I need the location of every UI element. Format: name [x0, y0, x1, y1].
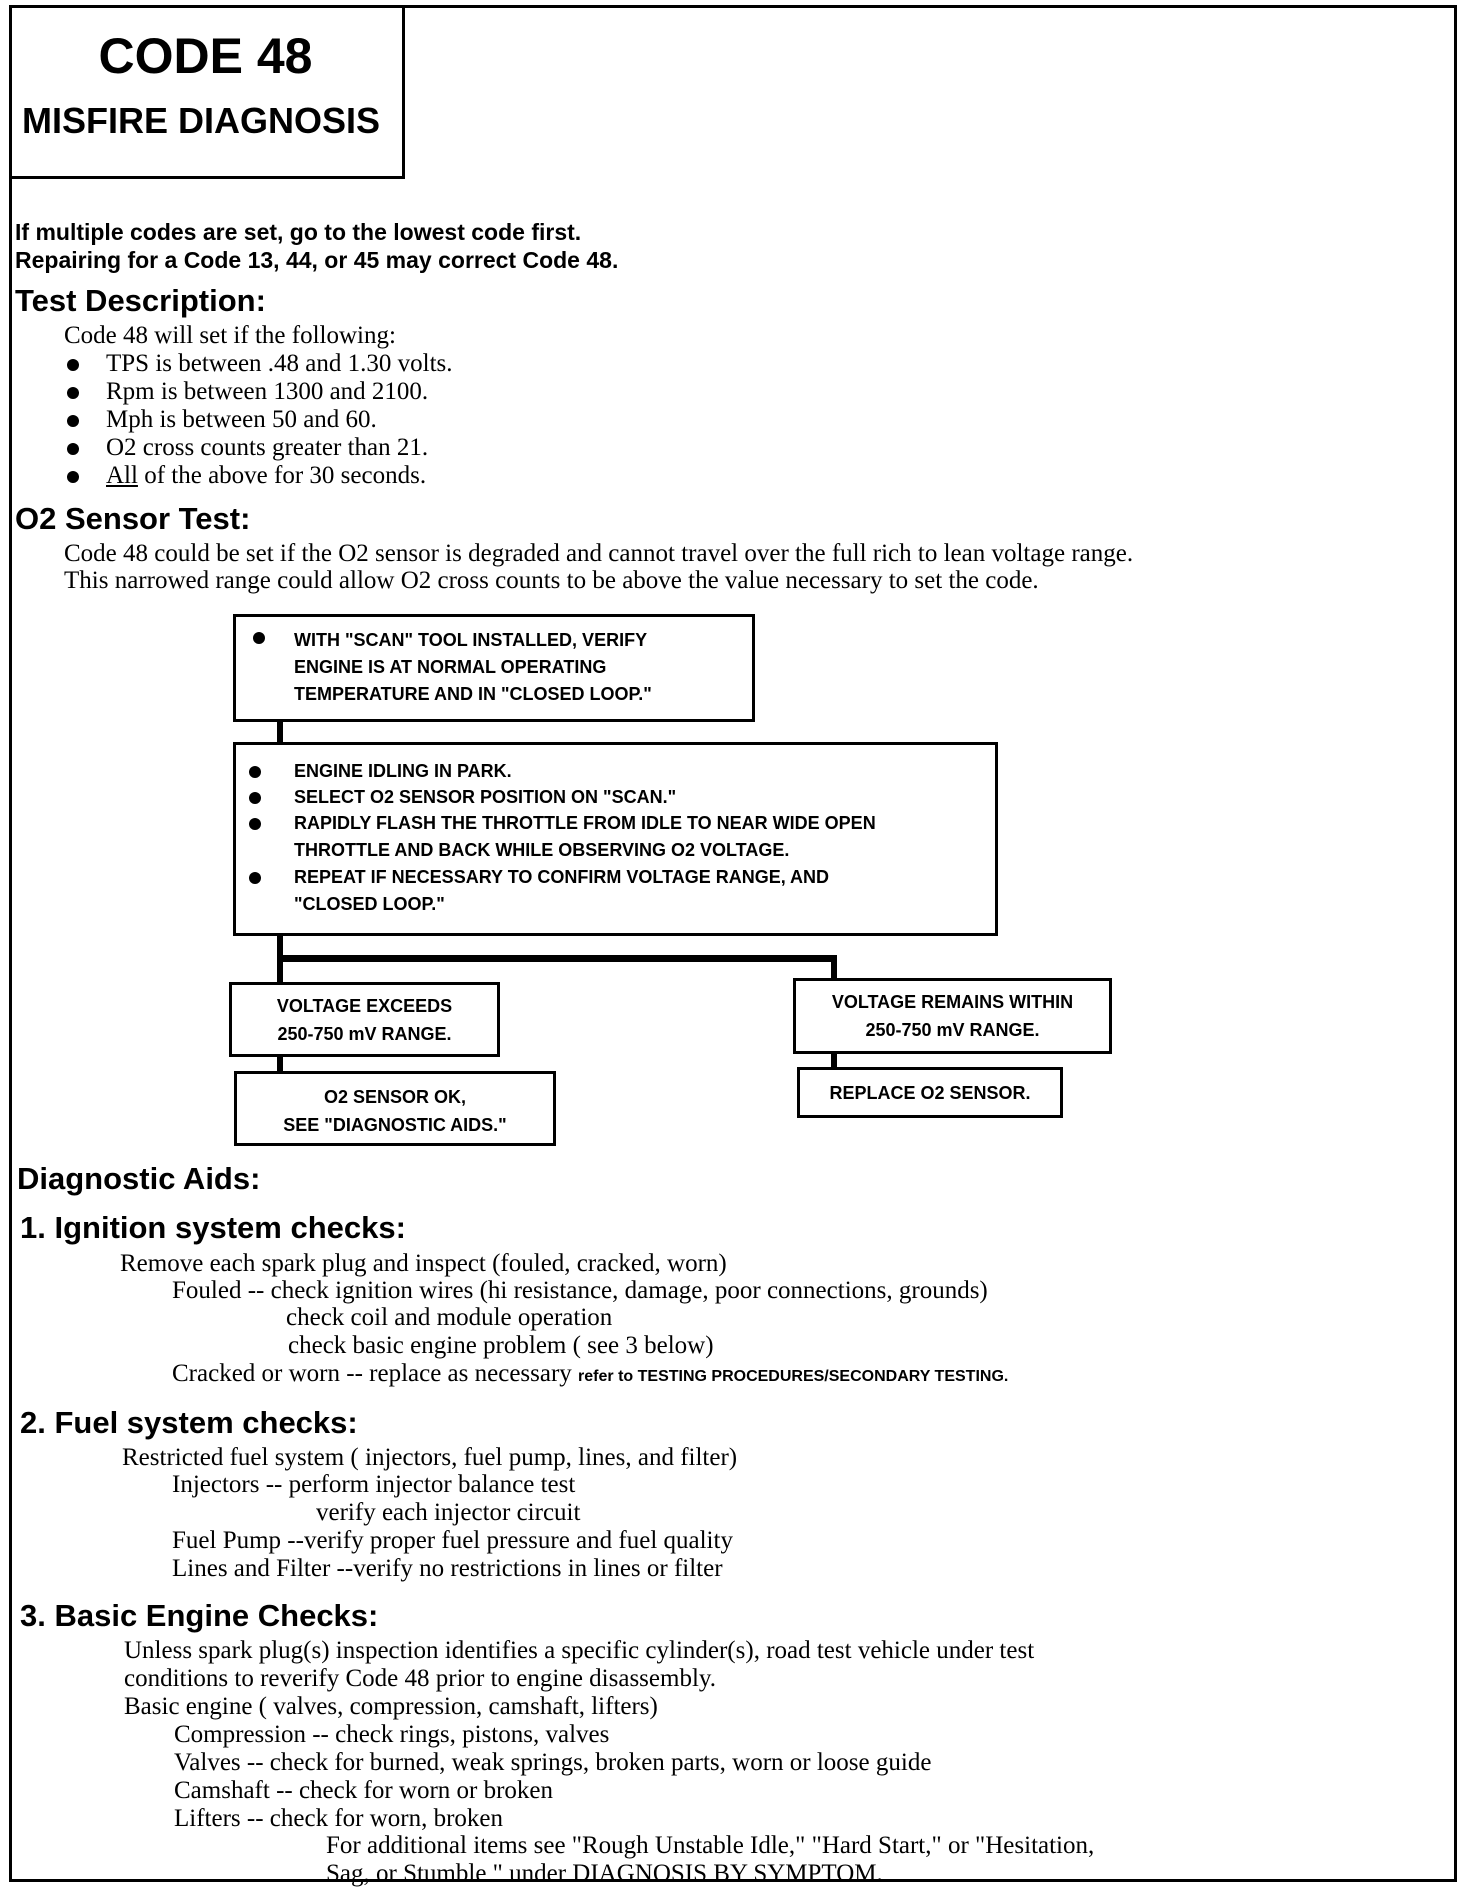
list-item: Rpm is between 1300 and 2100. — [67, 378, 428, 406]
engine-heading: 3. Basic Engine Checks: — [20, 1598, 379, 1633]
list-item: All of the above for 30 seconds. — [67, 462, 426, 490]
intro-line-2: Repairing for a Code 13, 44, or 45 may correct Code 48. — [15, 247, 619, 273]
title-box — [9, 5, 405, 179]
bullet-icon — [67, 415, 79, 427]
engine-line: Lifters -- check for worn, broken — [174, 1805, 504, 1832]
ignition-heading: 1. Ignition system checks: — [20, 1210, 406, 1245]
list-item: O2 cross counts greater than 21. — [67, 434, 428, 462]
fuel-line: Injectors -- perform injector balance test — [172, 1471, 576, 1498]
engine-line: Unless spark plug(s) inspection identifies a specific cylinder(s), road test vehicle under test — [124, 1637, 1035, 1664]
ignition-line: check basic engine problem ( see 3 below) — [288, 1332, 714, 1359]
engine-line: Valves -- check for burned, weak springs, broken parts, worn or loose guide — [174, 1749, 932, 1776]
flow-box-voltage-exceeds: VOLTAGE EXCEEDS 250-750 mV RANGE. — [229, 982, 500, 1057]
fuel-line: Lines and Filter --verify no restrictions in lines or filter — [172, 1555, 723, 1582]
ignition-line: Cracked or worn -- replace as necessary refer to TESTING PROCEDURES/SECONDARY TESTING. — [172, 1360, 1009, 1387]
bullet-icon — [253, 632, 265, 644]
flow-box-throttle-test: ENGINE IDLING IN PARK. SELECT O2 SENSOR POSITION ON "SCAN." RAPIDLY FLASH THE THROTTLE FROM IDLE TO NEAR WIDE OPEN THROTTLE AND BACK WHILE OBSERVING O2 VOLTAGE. REPEAT IF NECESSARY TO CONFIRM VOLTAGE RANGE, AND "CLOSED LOOP." — [233, 742, 998, 936]
flow-box-verify-engine: WITH "SCAN" TOOL INSTALLED, VERIFY ENGINE IS AT NORMAL OPERATING TEMPERATURE AND IN "CLOSED LOOP." — [233, 614, 755, 722]
engine-line: Compression -- check rings, pistons, valves — [174, 1721, 610, 1748]
bullet-icon — [249, 872, 261, 884]
ignition-line: Fouled -- check ignition wires (hi resistance, damage, poor connections, grounds) — [172, 1277, 988, 1304]
bullet-icon — [249, 766, 261, 778]
engine-line: Basic engine ( valves, compression, camshaft, lifters) — [124, 1693, 658, 1720]
engine-line: conditions to reverify Code 48 prior to engine disassembly. — [124, 1665, 717, 1692]
flow-box-sensor-ok: O2 SENSOR OK, SEE "DIAGNOSTIC AIDS." — [234, 1071, 556, 1146]
fuel-line: Fuel Pump --verify proper fuel pressure and fuel quality — [172, 1527, 733, 1554]
intro-line-1: If multiple codes are set, go to the lowest code first. — [15, 219, 582, 245]
bullet-icon — [67, 471, 79, 483]
fuel-line: verify each injector circuit — [316, 1499, 581, 1526]
engine-line: Sag, or Stumble " under DIAGNOSIS BY SYMPTOM. — [326, 1860, 883, 1887]
engine-line: For additional items see "Rough Unstable Idle," "Hard Start," or "Hesitation, — [326, 1832, 1095, 1859]
list-item: TPS is between .48 and 1.30 volts. — [67, 350, 453, 378]
o2-test-line-1: Code 48 could be set if the O2 sensor is degraded and cannot travel over the full rich to lean voltage range. — [64, 540, 1134, 567]
bullet-icon — [249, 818, 261, 830]
ignition-line: Remove each spark plug and inspect (fouled, cracked, worn) — [120, 1250, 727, 1277]
test-description-heading: Test Description: — [15, 283, 266, 318]
bullet-icon — [67, 443, 79, 455]
code-title: CODE 48 — [98, 28, 313, 84]
o2-sensor-test-heading: O2 Sensor Test: — [15, 501, 251, 536]
misfire-subtitle: MISFIRE DIAGNOSIS — [22, 100, 381, 141]
bullet-icon — [67, 387, 79, 399]
list-item: Mph is between 50 and 60. — [67, 406, 377, 434]
flow-box-voltage-within: VOLTAGE REMAINS WITHIN 250-750 mV RANGE. — [793, 978, 1112, 1054]
fuel-heading: 2. Fuel system checks: — [20, 1405, 358, 1440]
fuel-line: Restricted fuel system ( injectors, fuel pump, lines, and filter) — [122, 1444, 738, 1471]
engine-line: Camshaft -- check for worn or broken — [174, 1777, 554, 1804]
o2-test-line-2: This narrowed range could allow O2 cross counts to be above the value necessary to set the code. — [64, 567, 1039, 594]
bullet-icon — [249, 792, 261, 804]
diagnostic-aids-heading: Diagnostic Aids: — [17, 1161, 261, 1196]
bullet-icon — [67, 359, 79, 371]
connector-line — [277, 955, 837, 962]
test-description-lead: Code 48 will set if the following: — [64, 322, 396, 349]
flow-box-replace-sensor: REPLACE O2 SENSOR. — [797, 1067, 1063, 1118]
ignition-line: check coil and module operation — [286, 1304, 613, 1331]
